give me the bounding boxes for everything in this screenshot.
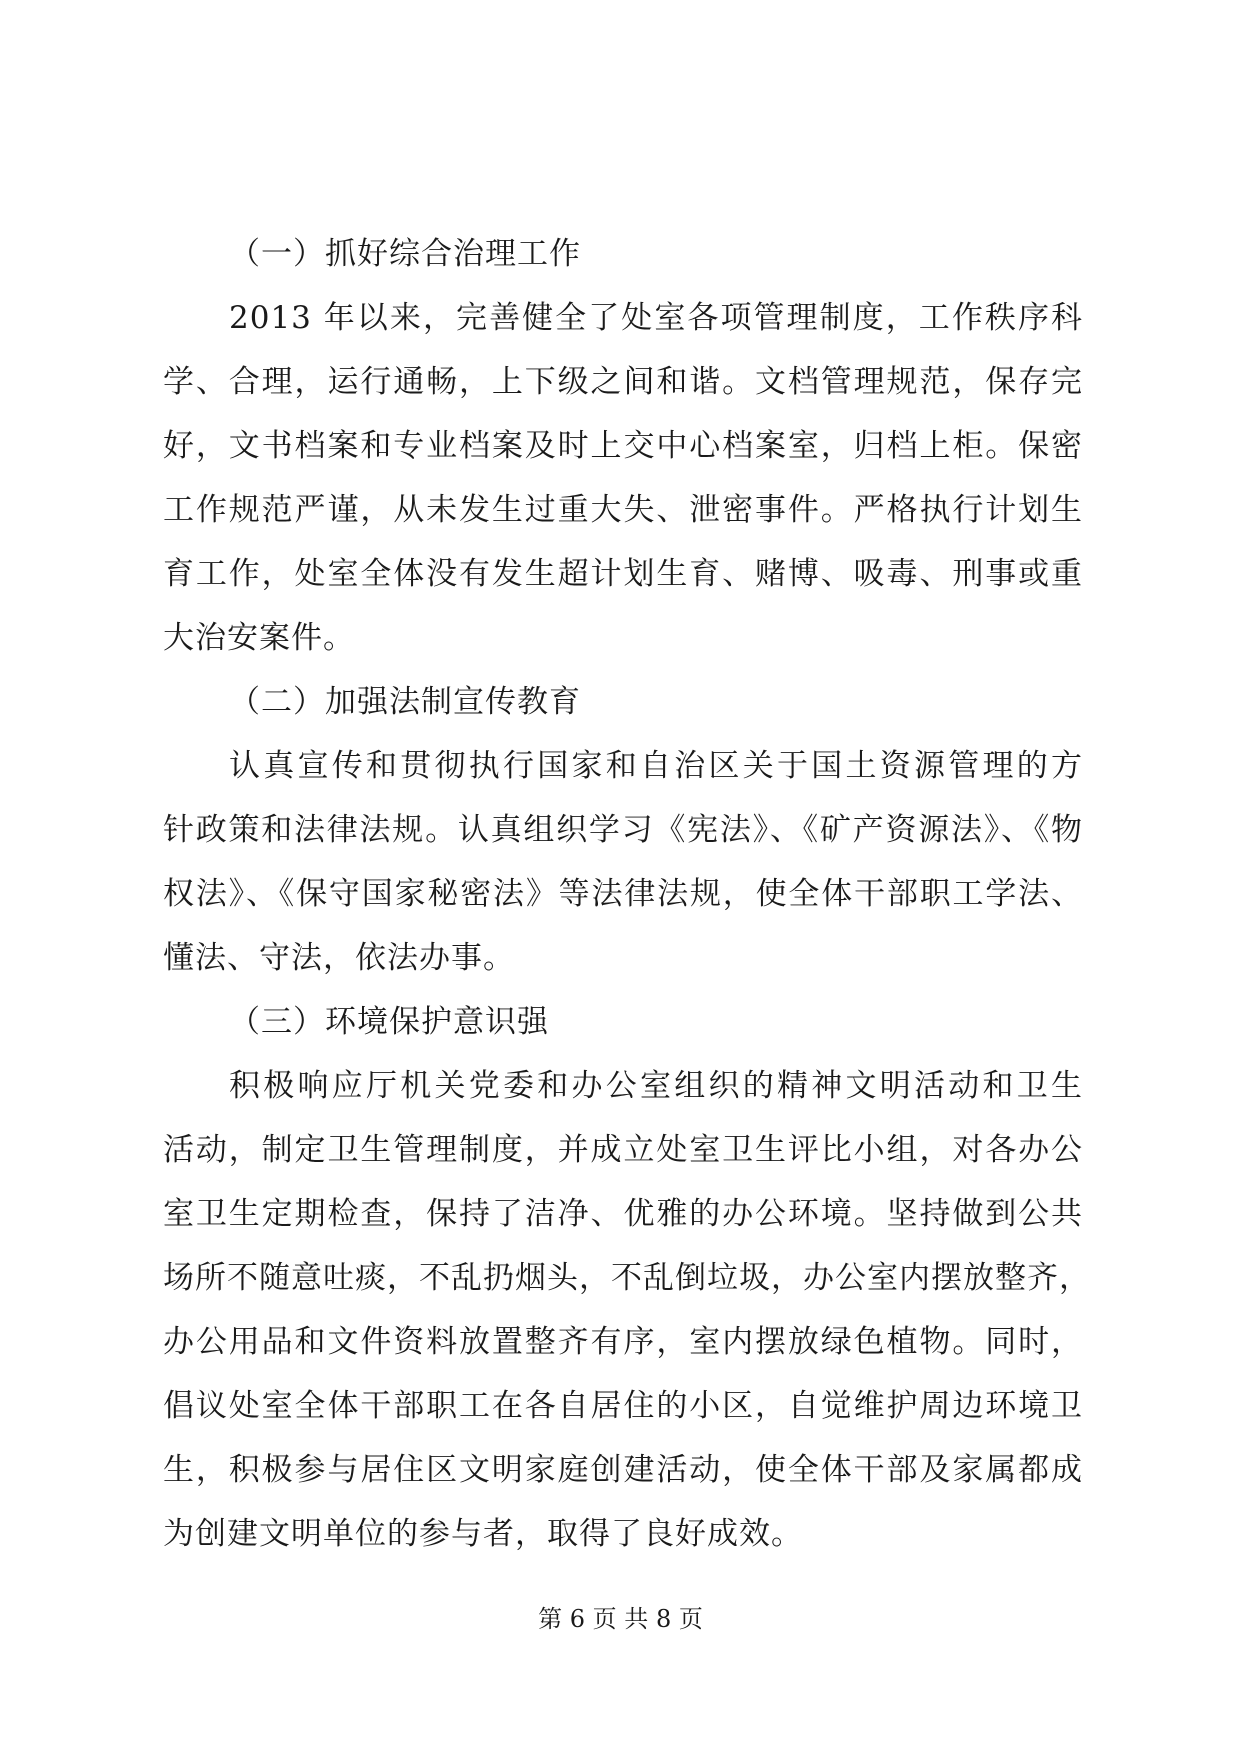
paragraph-line: 工作规范严谨，从未发生过重大失、泄密事件。严格执行计划生 [163, 492, 1083, 528]
paragraph-line: 育工作，处室全体没有发生超计划生育、赌博、吸毒、刑事或重 [163, 556, 1083, 592]
paragraph-line: 室卫生定期检查，保持了洁净、优雅的办公环境。坚持做到公共 [163, 1196, 1083, 1232]
page-number-footer: 第 6 页 共 8 页 [538, 1605, 703, 1633]
section-heading: （二）加强法制宣传教育 [229, 684, 581, 720]
paragraph-line: 2013 年以来，完善健全了处室各项管理制度，工作秩序科 [229, 300, 1083, 336]
section-heading: （三）环境保护意识强 [229, 1004, 549, 1040]
section-heading: （一）抓好综合治理工作 [229, 236, 581, 272]
paragraph-line: 权法》、《保守国家秘密法》等法律法规，使全体干部职工学法、 [163, 876, 1083, 912]
paragraph-line: 认真宣传和贯彻执行国家和自治区关于国土资源管理的方 [229, 748, 1083, 784]
paragraph-line: 为创建文明单位的参与者，取得了良好成效。 [163, 1516, 803, 1552]
paragraph-line: 倡议处室全体干部职工在各自居住的小区，自觉维护周边环境卫 [163, 1388, 1083, 1424]
paragraph-line: 办公用品和文件资料放置整齐有序，室内摆放绿色植物。同时， [163, 1324, 1083, 1360]
paragraph-line: 学、合理，运行通畅，上下级之间和谐。文档管理规范，保存完 [163, 364, 1083, 400]
paragraph-line: 好，文书档案和专业档案及时上交中心档案室，归档上柜。保密 [163, 428, 1083, 464]
paragraph-line: 积极响应厅机关党委和办公室组织的精神文明活动和卫生 [229, 1068, 1083, 1104]
paragraph-line: 懂法、守法，依法办事。 [163, 940, 515, 976]
document-body [163, 222, 1091, 1566]
paragraph-line: 大治安案件。 [163, 620, 355, 656]
paragraph-line: 场所不随意吐痰，不乱扔烟头，不乱倒垃圾，办公室内摆放整齐， [163, 1260, 1091, 1296]
paragraph-line: 活动，制定卫生管理制度，并成立处室卫生评比小组，对各办公 [163, 1132, 1083, 1168]
paragraph-line: 针政策和法律法规。认真组织学习《宪法》、《矿产资源法》、《物 [163, 812, 1083, 848]
paragraph-line: 生，积极参与居住区文明家庭创建活动，使全体干部及家属都成 [163, 1452, 1083, 1488]
